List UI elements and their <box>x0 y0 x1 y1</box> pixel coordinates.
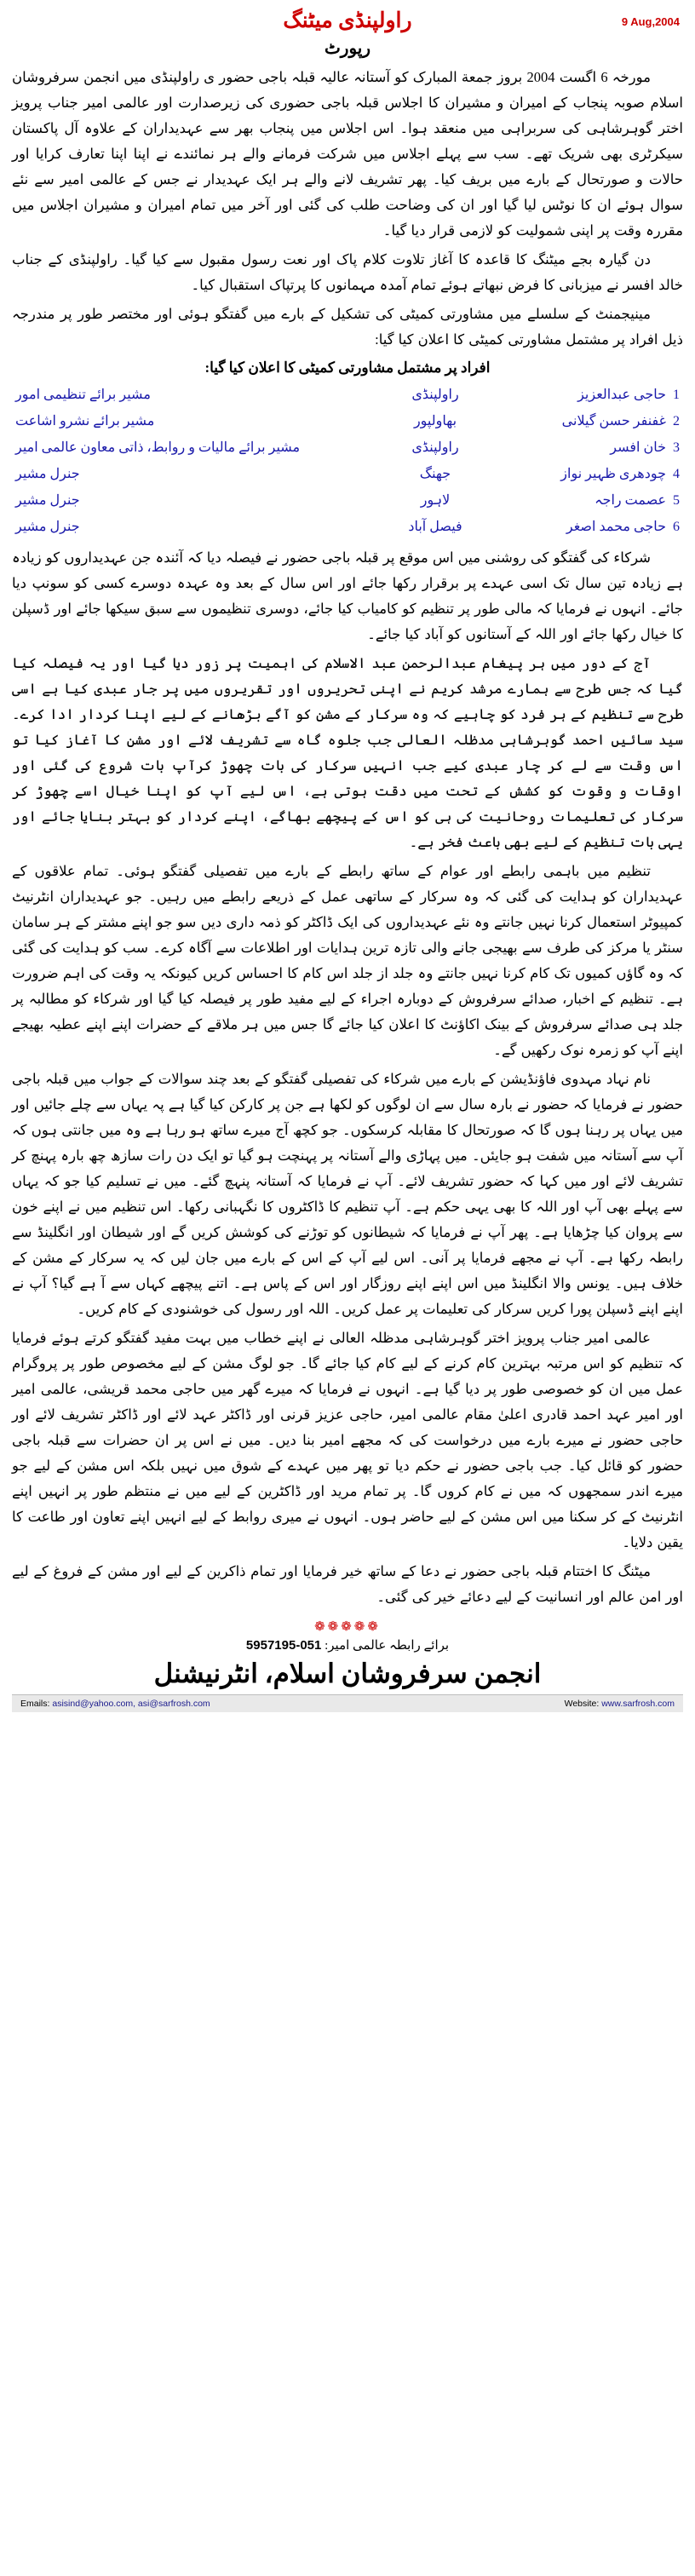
contact-phone: 051-5957195 <box>245 1638 322 1653</box>
member-city: فیصل آباد <box>408 520 462 534</box>
report-subtitle: رپورٹ <box>324 39 371 58</box>
member-name: حاجی محمد اصغر <box>566 520 666 534</box>
committee-heading: افراد پر مشتمل مشاورتی کمیٹی کا اعلان کیا گیا: <box>204 359 491 376</box>
row-number: 4 <box>673 467 680 481</box>
member-name: غفنفر حسن گیلانی <box>561 414 666 428</box>
footer-bar <box>12 1694 683 1712</box>
table-row <box>12 461 683 487</box>
report-body-continued <box>12 545 683 1610</box>
member-name: عصمت راجہ <box>594 493 666 508</box>
organization-name: انجمن سرفروشان اسلام، انٹرنیشنل <box>153 1659 542 1688</box>
contact-label: برائے رابطہ عالمی امیر: <box>325 1639 450 1653</box>
member-city: بھاولپور <box>413 414 457 428</box>
emails-label: Emails: <box>20 1699 50 1709</box>
committee-table <box>12 382 683 540</box>
member-city: لاہور <box>420 493 451 508</box>
row-number: 5 <box>673 493 680 508</box>
member-city: راولپنڈی <box>411 440 459 455</box>
paragraph: دن گیارہ بجے میٹنگ کا قاعدہ کا آغاز تلاوت کلام پاک اور نعت رسول مقبول سے کیا گیا۔ راولپنڈی کے جناب خالد افسر نے میزبانی کا فرض نبھاتے ہوئے تمام آمدہ مہمانوں کا پرتپاک استقبال کیا۔ <box>12 251 683 293</box>
member-name: حاجی عبدالعزیز <box>577 388 666 402</box>
member-role: جنرل مشیر <box>15 520 80 534</box>
table-row <box>12 434 683 461</box>
member-role: جنرل مشیر <box>15 467 80 481</box>
email-links[interactable]: asisind@yahoo.com, asi@sarfrosh.com <box>52 1699 210 1709</box>
flower-divider-icon: ❁❁❁❁❁ <box>314 1620 381 1634</box>
paragraph: میٹنگ کا اختتام قبلہ باجی حضور نے دعا کے ساتھ خیر فرمایا اور تمام ذاکرین کے لیے اور مشن کے فروغ کے لیے اور امن عالم اور انسانیت کے لیے دعائے خیر کی گئی۔ <box>12 1563 683 1605</box>
table-row <box>12 514 683 540</box>
member-city: جھنگ <box>419 467 451 481</box>
paragraph: نام نہاد مہدوی فاؤنڈیشن کے بارے میں شرکاء کی تفصیلی گفتگو کے بعد چند سوالات کے جواب میں قبلہ باجی حضور نے فرمایا کہ حضور نے بارہ سال سے ان لوگوں کو لکھا ہے جن پر کارکن کیا گیا ہے پہ یہاں سے چلے جائیں اور میں یہاں پر رہنا ہوں گا کہ صورتحال کا مقابلہ کرسکوں۔ جو کچھ آج میرے ساتھ ہو رہا ہے وہ میں جانتی ہوں کہ آپ سے آستانہ میں شفت ہو جایئں۔ میں پہاڑی والے آستانہ پر پہنچت ہو گیا تو ایک دن رات سازھ چھ بارہ پہنچ کر تشریف لائے اور میں کہا کہ حضور تشریف لائے۔ آپ نے فرمایا کہ آستانہ پنہچ گئے۔ میں نے تسلیم کیا جو کہ یہاں سے پہلے بھی آپ اور اللہ کا بھی یہی حکم ہے۔ آپ تنظیم کا ڈاکٹروں کا نگہبانی رکھا۔ اس تنظیم میں نے اپنے خون سے پروان کیا چڑھایا ہے۔ پھر آپ نے فرمایا کہ شیطانوں کو توڑنے کی کوشش کریں گے اور شیطان اور انگلینڈ سے رابطہ رکھا ہے۔ آپ نے مجھے فرمایا پر آنی۔ اس لیے آپ کے اس کے بارے میں جان لیں کہ یہ سرکار کے مشن کے خلاف ہیں۔ یونس والا انگلینڈ میں اس اپنے اپنے روزگار اور اس کے پاس ہے۔ اتنے پیچھے کہاں سے آ ہے گیا؟ آپ نے اپنے اپنے ڈسپلن پورا کریں سرکار کی تعلیمات پر عمل کریں۔ اللہ اور رسول کی خوشنودی کے کام کریں۔ <box>12 1071 683 1317</box>
member-role: جنرل مشیر <box>15 493 80 508</box>
table-row <box>12 487 683 514</box>
footer-website <box>565 1699 675 1709</box>
table-row <box>12 382 683 408</box>
member-role: مشیر برائے تنظیمی امور <box>15 388 151 402</box>
paragraph: شرکاء کی گفتگو کی روشنی میں اس موقع پر قبلہ باجی حضور نے فیصلہ دیا کہ آئندہ جن عہدیداروں کو زیادہ ہے زیادہ تین سال تک اسی عہدے پر برقرار رکھا جائے اور اس سال کے بعد وہ عہدہ دوسرے کسی کو سونپ دیا جائے۔ انہوں نے فرمایا کہ مالی طور پر تنظیم کو کامیاب کیا جائے، دوسری تنظیموں سے سبق سیکھا جائے اور ڈسپلن کا خیال رکھا جائے اور اللہ کے آستانوں کو آباد کیا جائے۔ <box>12 549 683 642</box>
contact-line <box>12 1636 683 1655</box>
paragraph: آج کے دور میں ہر پیغام عبدالرحمن عبد الاسلام کی اہمیت پر زور دیا گیا اور یہ فیصلہ کیا گیا کہ جس طرح سے ہمارے مرشد کریم نے اپنی تحریروں اور تقریروں میں پر جار عبدی کیا ہے اسی طرح سے تنظیم کے ہر فرد کو چاہیے کہ وہ سرکار کے مشن کو آگے بڑھانے کے لیے اپنا کردار ادا کرے۔ سید سائیں احمد گوہرشاہی مدظلہ العالی جب جلوہ گاہ سے تشریف لائے اور مشن کا آغاز کیا تو اس وقت سے لے کر چار عبدی کیے جب انہیں سرکار کی بات چھوڑ کرآپ بات شروع کی گئی اور اوقات و وقوت کو کشش کے تحت میں دقت ہوتی ہے، اس لیے آپ کو اپنا خیال اسے چھوڑ کر سرکار کی تعلیمات روحانیت کی ہی کو اس کے پیچھے بھاگے، اپنے کردار کو بہتر بنایا جائے اور یہی بات تنظیم کے لیے بھی باعث فخر ہے۔ <box>12 655 683 850</box>
member-city: راولپنڈی <box>411 388 459 402</box>
member-role: مشیر برائے مالیات و روابط، ذاتی معاون عالمی امیر <box>15 440 301 455</box>
row-number: 1 <box>673 388 680 402</box>
member-name: خان افسر <box>610 440 666 455</box>
paragraph: مورخہ 6 اگست 2004 بروز جمعة المبارک کو آستانہ عالیہ قبلہ باجی حضور ی راولپنڈی میں انجمن سرفروشان اسلام صوبہ پنجاب کے امیران و مشیران کا اجلاس قبلہ باجی حضوری کی زیرصدارت اور عالمی امیر جناب پرویز اختر گوہرشاہی کی سربراہی میں منعقد ہوا۔ اس اجلاس میں پنجاب بھر سے عہدیداران کے علاوہ آل پاکستان سیکرٹری بھی شریک تھے۔ سب سے پہلے اجلاس میں شرکت فرمانے والے ہر نمائندے نے اپنا اپنا تعارف کرایا اور حالات و صورتحال کے بارے میں بریف کیا۔ پھر تشریف لانے والے ہر ایک عہدیدار نے جس کے عالمی امیر سے نئے سوال ہوئے ان کا نوٹس لیا گیا اور ان کی وضاحت طلب کی گئی اور آخر میں تمام امیران و مشیران اجلاس میں مقررہ وقت پر اپنی شمولیت کو لازمی قرار دیا گیا۔ <box>12 69 683 239</box>
header-row <box>12 9 683 37</box>
website-link[interactable]: www.sarfrosh.com <box>601 1699 675 1709</box>
table-row <box>12 408 683 434</box>
website-label: Website: <box>564 1699 600 1709</box>
date-stamp: 9 Aug,2004 <box>621 15 680 28</box>
footer-emails <box>20 1699 210 1709</box>
row-number: 3 <box>673 440 680 455</box>
member-role: مشیر برائے نشرو اشاعت <box>15 414 155 428</box>
paragraph: تنظیم میں باہمی رابطے اور عوام کے ساتھ رابطے کے بارے میں تفصیلی گفتگو ہوئی۔ تمام علاقوں کے عہدیداران کو ہدایت کی گئی کہ وہ سرکار کے ساتھی عمل کے ذریعے رابطے میں رہیں۔ جو عہدیداران انٹرنیٹ کمپیوٹر استعمال کرنا نہیں جانتے وہ نئے عہدیداروں کی ایک ڈاکٹر کو ذمہ داری دیں سو جو اپنے مشتر کے ہر سامان سنٹر یا مرکز کی طرف سے بھیجی جانے والی تازہ ترین ہدایات اور اطلاعات سے آگاہ کرے۔ سب کو ہدایت کی گئی کہ وہ گاؤں کمیوں تک کام کرنا نہیں جانتے وہ جلد از جلد اس کام کا احساس کریں کیونکہ یہ وقت کی اہم ضرورت ہے۔ تنظیم کے اخبار، صدائے سرفروش کے دوبارہ اجراء کے لیے مفید طور پر فیصلہ کیا گیا اور شرکاء کو مطالبہ پر جلد ہی صدائے سرفروش کے بینک اکاؤنٹ کا اعلان کیا جائے گا جس میں ہر ملاقے کے حضرات اپنے اپنے عطیہ بھیجے اپنے آپ کو زمرہ نوک رکھیں گے۔ <box>12 863 683 1058</box>
paragraph: مینیجمنٹ کے سلسلے میں مشاورتی کمیٹی کی تشکیل کے بارے میں گفتگو ہوئی اور مختصر طور پر مندرجہ ذیل افراد پر مشتمل مشاورتی کمیٹی کا اعلان کیا گیا: <box>12 306 683 348</box>
page-title: راولپنڈی میٹنگ <box>283 9 412 32</box>
report-body <box>12 65 683 353</box>
row-number: 2 <box>673 414 680 428</box>
member-name: چودھری ظہیر نواز <box>560 467 666 481</box>
paragraph: عالمی امیر جناب پرویز اختر گوہرشاہی مدظلہ العالی نے اپنے خطاب میں بہت مفید گفتگو کرتے ہوئے فرمایا کہ تنظیم کو اس مرتبہ بہترین کام کرنے کے لیے کام کیا جائے گا۔ جو لوگ مشن کے لیے مخصوص طور پر پروگرام عمل میں ان کو خصوصی طور پر دیا گیا ہے۔ انہوں نے فرمایا کہ میرے گھر میں حاجی محمد قریشی، عالمی امیر اور امیر عہد احمد قادری اعلیٰ مقام عالمی امیر، حاجی عزیز قرنی اور ڈاکٹر عہد لائے اور ڈاکٹر تشریف لائے اور حاجی حضور نے میرے بارے میں درخواست کی کہ مجھے امیر بنا دیں۔ میں نے اس پر ان حضرات سے قبلہ باجی حضور کو قائل کیا۔ جب باجی حضور نے حکم دیا تو پھر میں عہدے کے شوق میں نہیں بلکہ اس مشن کے لیے جو میرے اندر سمجھوں کہ میں نے کام کروں گا۔ پر تمام مرید اور ڈاکٹرین کے لیے میں نے منتظم طور پر انہیں اپنے انٹرنیٹ کے کر سکنا میں اس مشن کے لیے حاضر ہوں۔ انہوں نے میری روابط کے لیے انہیں اپنے تعاون اور طاعت کا یقین دلایا۔ <box>12 1330 683 1550</box>
row-number: 6 <box>673 520 680 534</box>
